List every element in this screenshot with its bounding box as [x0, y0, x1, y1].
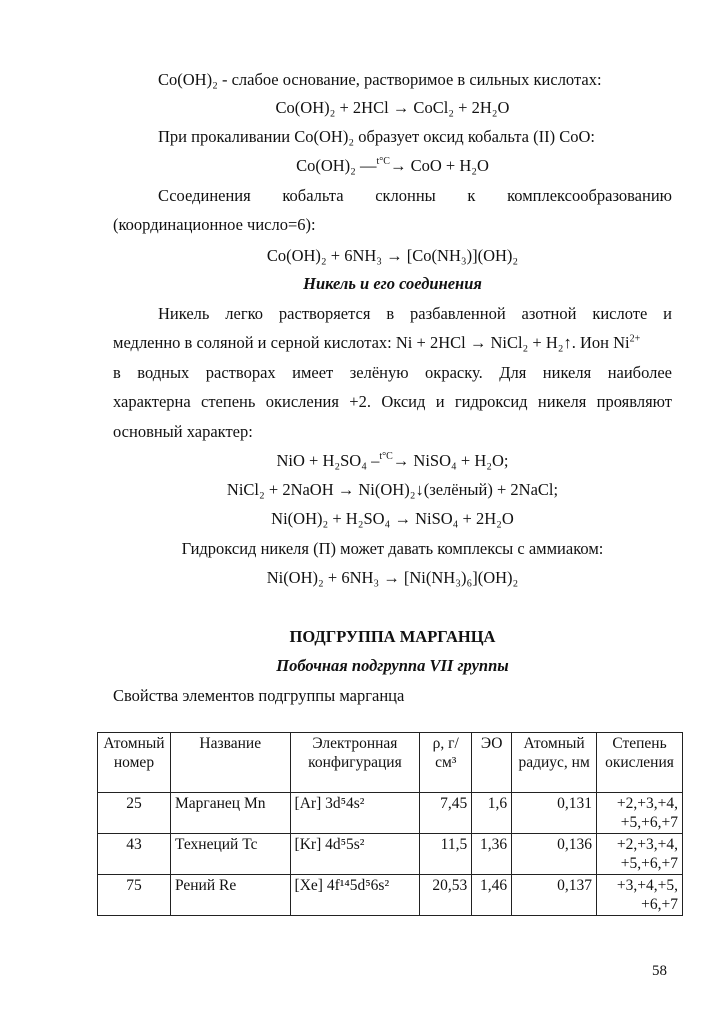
cell: 25	[98, 793, 171, 834]
paragraph-line: Никель легко растворяется в разбавленной азотной кислоте и	[158, 304, 672, 323]
header-cell: Атомный радиус, нм	[512, 733, 597, 793]
paragraph-line: (координационное число=6):	[113, 215, 316, 234]
header-cell: Атомный номер	[98, 733, 171, 793]
cell: +3,+4,+5, +6,+7	[597, 875, 683, 916]
cell: 1,6	[472, 793, 512, 834]
text: медленно в соляной и серной кислотах: Ni + 2HCl → NiCl₂ + H₂↑. Ион Ni	[113, 333, 630, 352]
cell: 0,131	[512, 793, 597, 834]
header-cell: Электронная конфигурация	[290, 733, 420, 793]
cell: [Kr] 4d⁵5s²	[290, 834, 420, 875]
equation: Co(OH)₂ + 2HCl → CoCl₂ + 2H₂O	[275, 98, 510, 117]
cell: 11,5	[420, 834, 472, 875]
table-row	[98, 793, 683, 834]
eq-right: → NiSO₄ + H₂O;	[392, 451, 509, 470]
equation: NiCl₂ + 2NaOH → Ni(OH)₂↓(зелёный) + 2NaCl;	[226, 480, 559, 499]
cell: 0,136	[512, 834, 597, 875]
cell: Технеций Tc	[170, 834, 290, 875]
cell: 43	[98, 834, 171, 875]
cell: Марганец Mn	[170, 793, 290, 834]
section-heading: Никель и его соединения	[303, 274, 482, 293]
paragraph-line	[113, 333, 672, 353]
paragraph-line: в водных растворах имеет зелёную окраску. Для никеля наиболее	[113, 363, 672, 382]
section-title: ПОДГРУППА МАРГАНЦА	[289, 627, 496, 646]
equation: Ni(OH)₂ + H₂SO₄ → NiSO₄ + 2H₂O	[271, 509, 514, 528]
table-row	[98, 875, 683, 916]
cell: +2,+3,+4, +5,+6,+7	[597, 793, 683, 834]
equation: Ni(OH)₂ + 6NH₃ → [Ni(NH₃)₆](OH)₂	[266, 568, 519, 587]
paragraph-line: основный характер:	[113, 422, 253, 441]
table-caption: Свойства элементов подгруппы марганца	[113, 686, 405, 705]
paragraph-line: характерна степень окисления +2. Оксид и гидроксид никеля проявляют	[113, 392, 672, 411]
cell: 20,53	[420, 875, 472, 916]
cell: +2,+3,+4, +5,+6,+7	[597, 834, 683, 875]
cell: Рений Re	[170, 875, 290, 916]
cell: 7,45	[420, 793, 472, 834]
cell: [Ar] 3d⁵4s²	[290, 793, 420, 834]
equation: Co(OH)₂ + 6NH₃ → [Co(NH₃)](OH)₂	[266, 246, 519, 265]
equation	[113, 451, 672, 474]
eq-left: Co(OH)₂ —	[296, 156, 377, 175]
header-cell: ρ, г/см³	[420, 733, 472, 793]
paragraph-line: Co(OH)₂ - слабое основание, растворимое в сильных кислотах:	[158, 70, 602, 89]
cell: 0,137	[512, 875, 597, 916]
eq-left: NiO + H₂SO₄ –	[276, 451, 380, 470]
superscript: 2+	[629, 333, 641, 345]
table-header-row	[98, 733, 683, 793]
cell: 1,46	[472, 875, 512, 916]
paragraph-line: Ссоединения кобальта склонны к комплексообразованию	[158, 186, 672, 205]
eq-right: → CoO + H₂O	[389, 156, 489, 175]
table-row	[98, 834, 683, 875]
eq-condition: t°C	[376, 156, 390, 167]
section-subtitle: Побочная подгруппа VII группы	[276, 656, 509, 675]
header-cell: Степень окисления	[597, 733, 683, 793]
cell: 1,36	[472, 834, 512, 875]
eq-condition: t°C	[379, 451, 393, 462]
cell: [Xe] 4f¹⁴5d⁵6s²	[290, 875, 420, 916]
paragraph-line: При прокаливании Co(OH)₂ образует оксид кобальта (II) CoO:	[158, 127, 595, 146]
header-cell: Название	[170, 733, 290, 793]
cell: 75	[98, 875, 171, 916]
header-cell: ЭО	[472, 733, 512, 793]
page-number: 58	[652, 963, 667, 979]
paragraph-line: Гидроксид никеля (П) может давать комплексы с аммиаком:	[181, 539, 604, 558]
properties-table	[97, 732, 683, 916]
equation	[113, 156, 672, 179]
